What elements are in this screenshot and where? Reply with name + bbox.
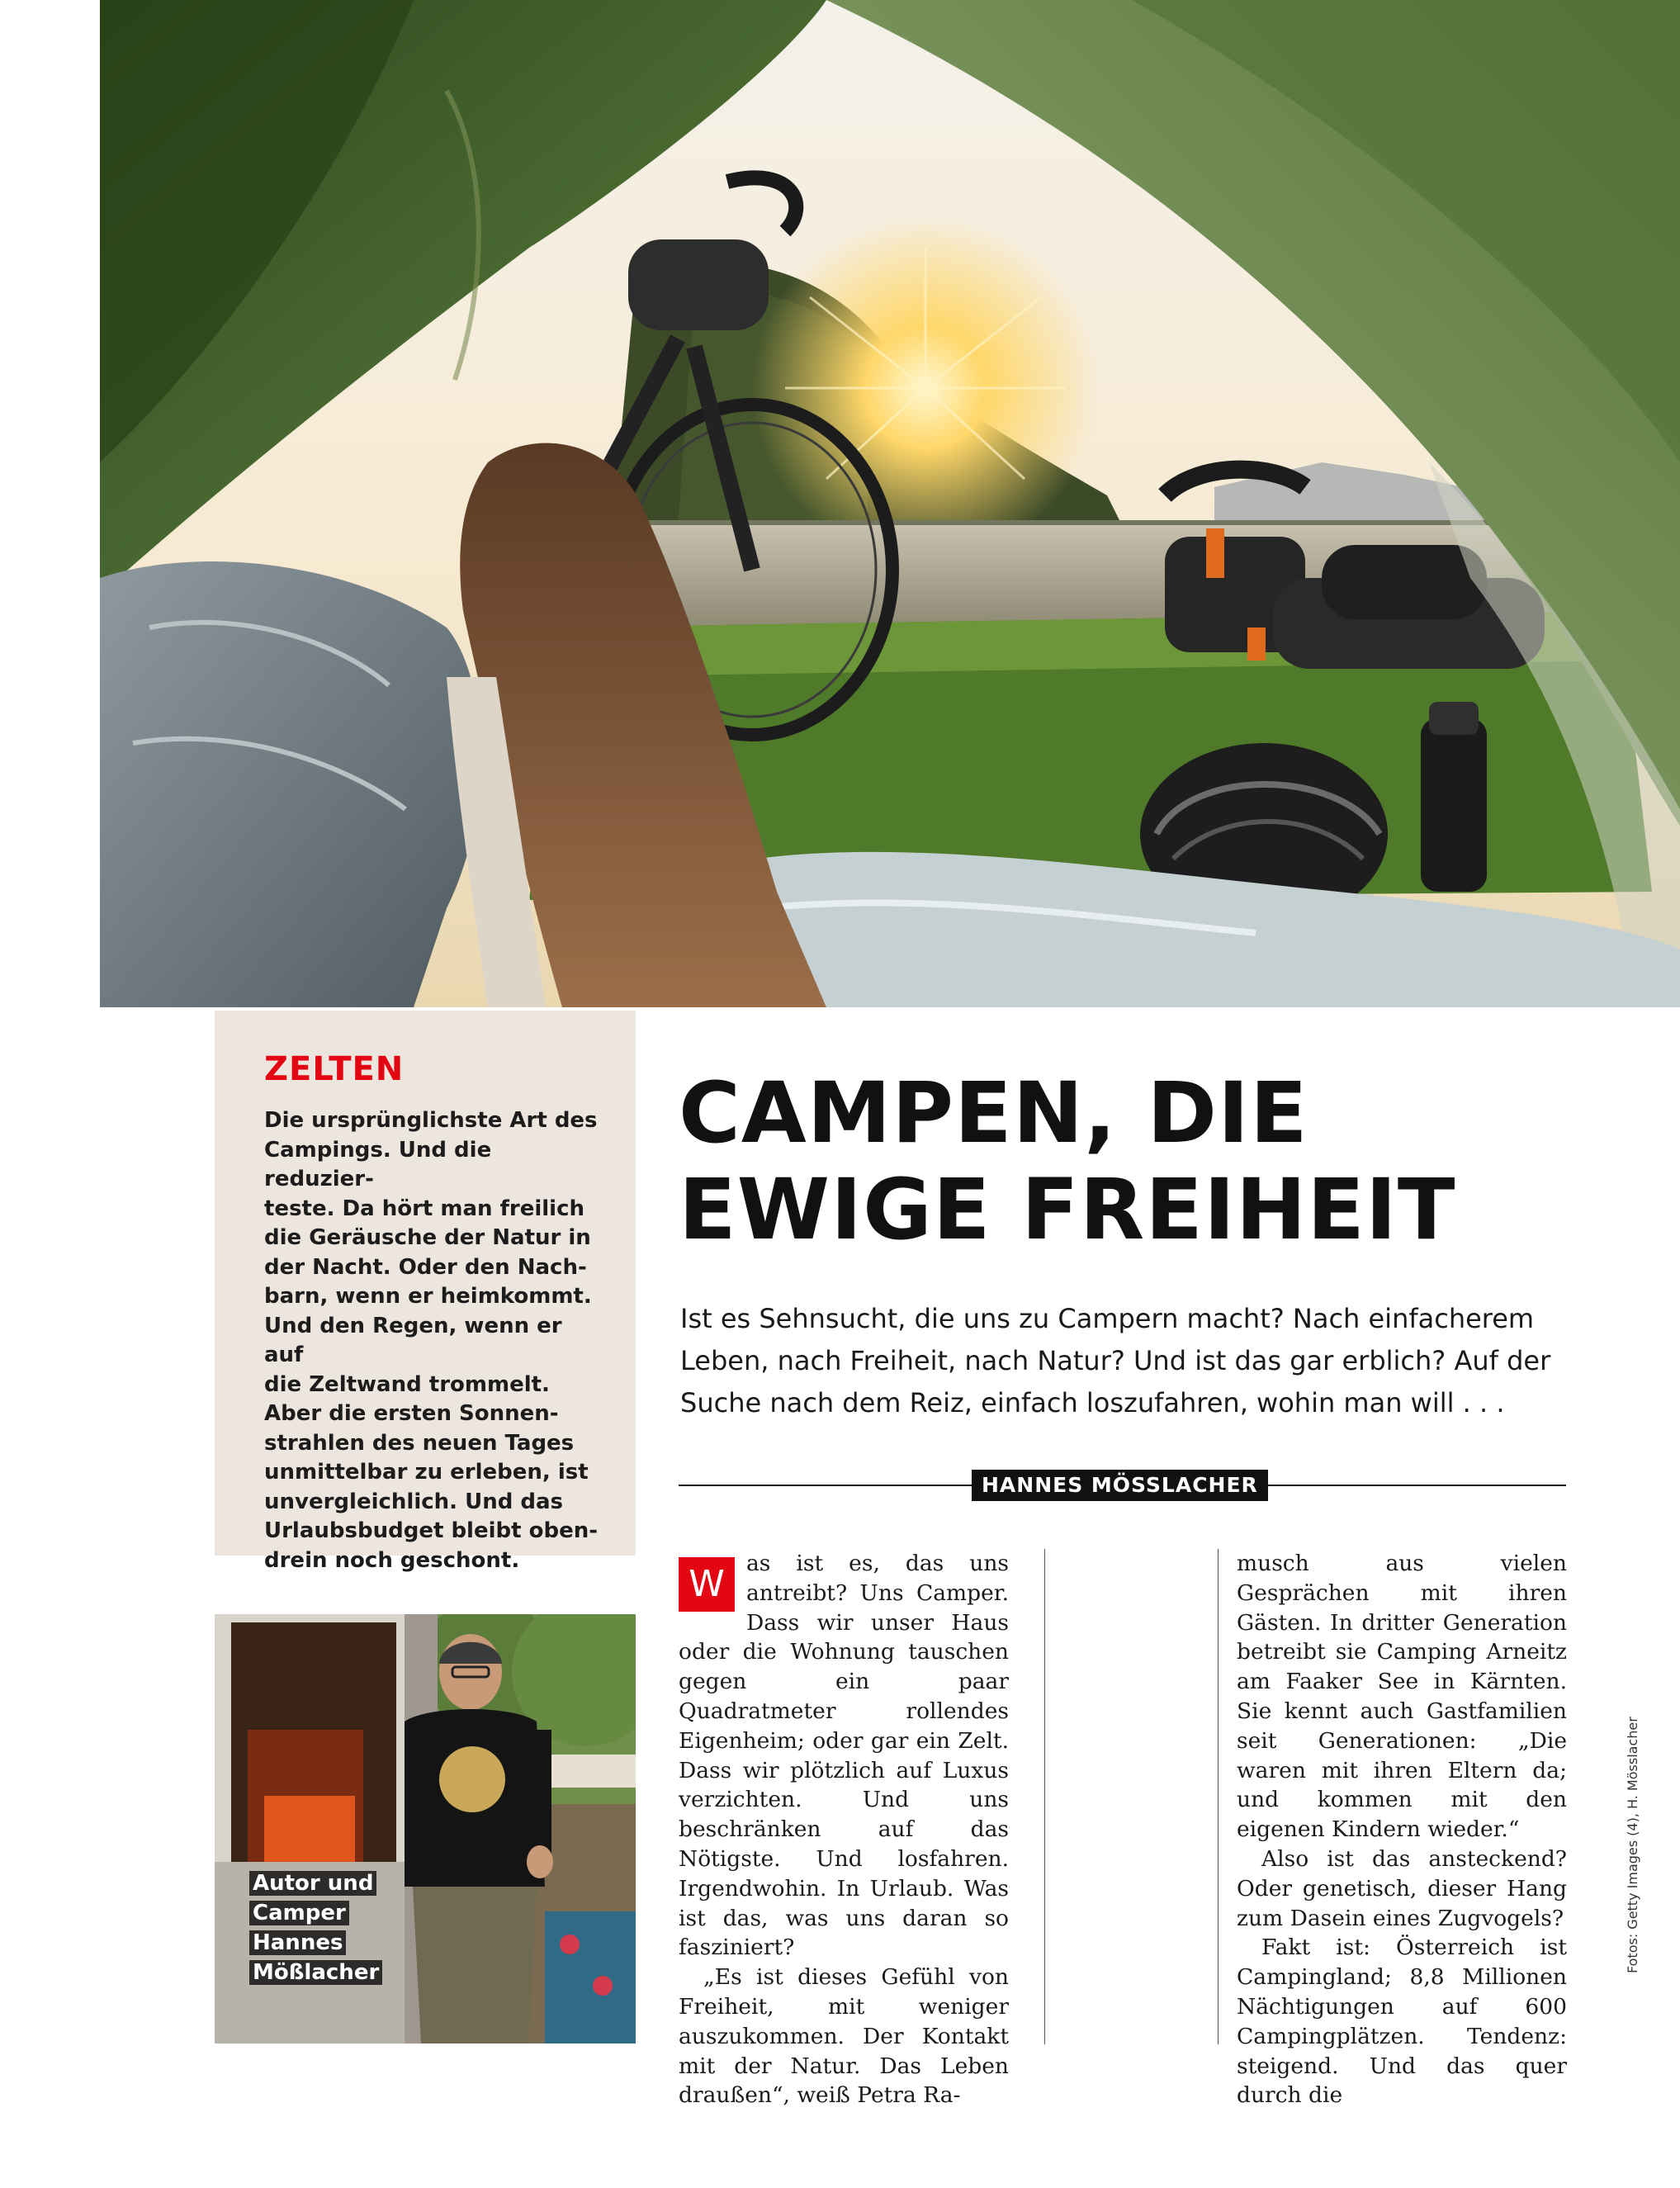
- tent-lake-sunrise-illustration: [100, 0, 1680, 1007]
- sidebar-box: [215, 1011, 636, 1573]
- caption-line-2: Camper: [249, 1901, 349, 1925]
- sidebar-kicker: ZELTEN: [264, 1050, 405, 1088]
- column-divider: [1218, 1549, 1219, 2044]
- author-photo-caption: [249, 1868, 382, 1987]
- hero-photo: [100, 0, 1680, 1007]
- photo-credit: Fotos: Getty Images (4), H. Mösslacher: [1625, 1717, 1640, 1973]
- caption-line-3: Hannes: [249, 1930, 346, 1955]
- body-column-1: [679, 1549, 1009, 2110]
- author-byline: HANNES MÖSSLACHER: [972, 1470, 1268, 1501]
- body-paragraph: Also ist das ansteckend? Oder genetisch, dieser Hang zum Dasein eines Zugvogels?: [1237, 1845, 1567, 1931]
- column-divider: [1044, 1549, 1045, 2044]
- body-paragraph: [679, 1549, 1009, 1963]
- body-paragraph: Fakt ist: Österreich ist Campingland; 8,8 Millionen Nächtigungen auf 600 Campingplätzen. Tendenz: steigend. Und das quer durch die: [1237, 1935, 1567, 2109]
- caption-line-4: Mößlacher: [249, 1960, 382, 1985]
- caption-line-1: Autor und: [249, 1871, 376, 1896]
- sidebar-text: Die ursprünglichste Art des Campings. Und die reduzier- teste. Da hört man freilich die Geräusche der Natur in der Nacht. Oder den Nach- barn, wenn er heimkommt. Und den Regen, wenn er auf die Zeltwand trommelt. Aber die ersten Sonnen- strahlen des neuen Tages unmittelbar zu erleben, ist unvergleichlich. Und das Urlaubsbudget bleibt oben- drein noch geschont.: [264, 1108, 599, 1573]
- body-paragraph: „Es ist dieses Gefühl von Freiheit, mit weniger auszukommen. Der Kontakt mit der Natur. Das Leben draußen“, weiß Petra Ra-: [679, 1964, 1009, 2109]
- article-headline: CAMPEN, DIE EWIGE FREIHEIT: [679, 1064, 1456, 1259]
- body-column-2: [1237, 1549, 1567, 2110]
- dropcap: W: [679, 1557, 735, 1612]
- paragraph-text: as ist es, das uns antreibt? Uns Camper. Dass wir unser Haus oder die Wohnung tauschen gegen ein paar Quadratmeter rollendes Eigenheim; oder gar ein Zelt. Dass wir plötzlich auf Luxus verzichten. Und uns beschränken auf das Nötigste. Und losfahren. Irgendwohin. In Urlaub. Was ist das, was uns daran so fasziniert?: [679, 1551, 1009, 1961]
- article-lead: Ist es Sehnsucht, die uns zu Campern macht? Nach einfacherem Leben, nach Freiheit, nach Natur? Und ist das gar erblich? Auf der Suche nach dem Reiz, einfach loszufahren, wohin man will . . .: [680, 1303, 1551, 1418]
- body-paragraph: musch aus vielen Gesprächen mit ihren Gästen. In dritter Generation betreibt sie Camping Arneitz am Faaker See in Kärnten. Sie kennt auch Gastfamilien seit Generationen: „Die waren mit ihren Eltern da; und kommen mit den eigenen Kindern wieder.“: [1237, 1551, 1567, 1843]
